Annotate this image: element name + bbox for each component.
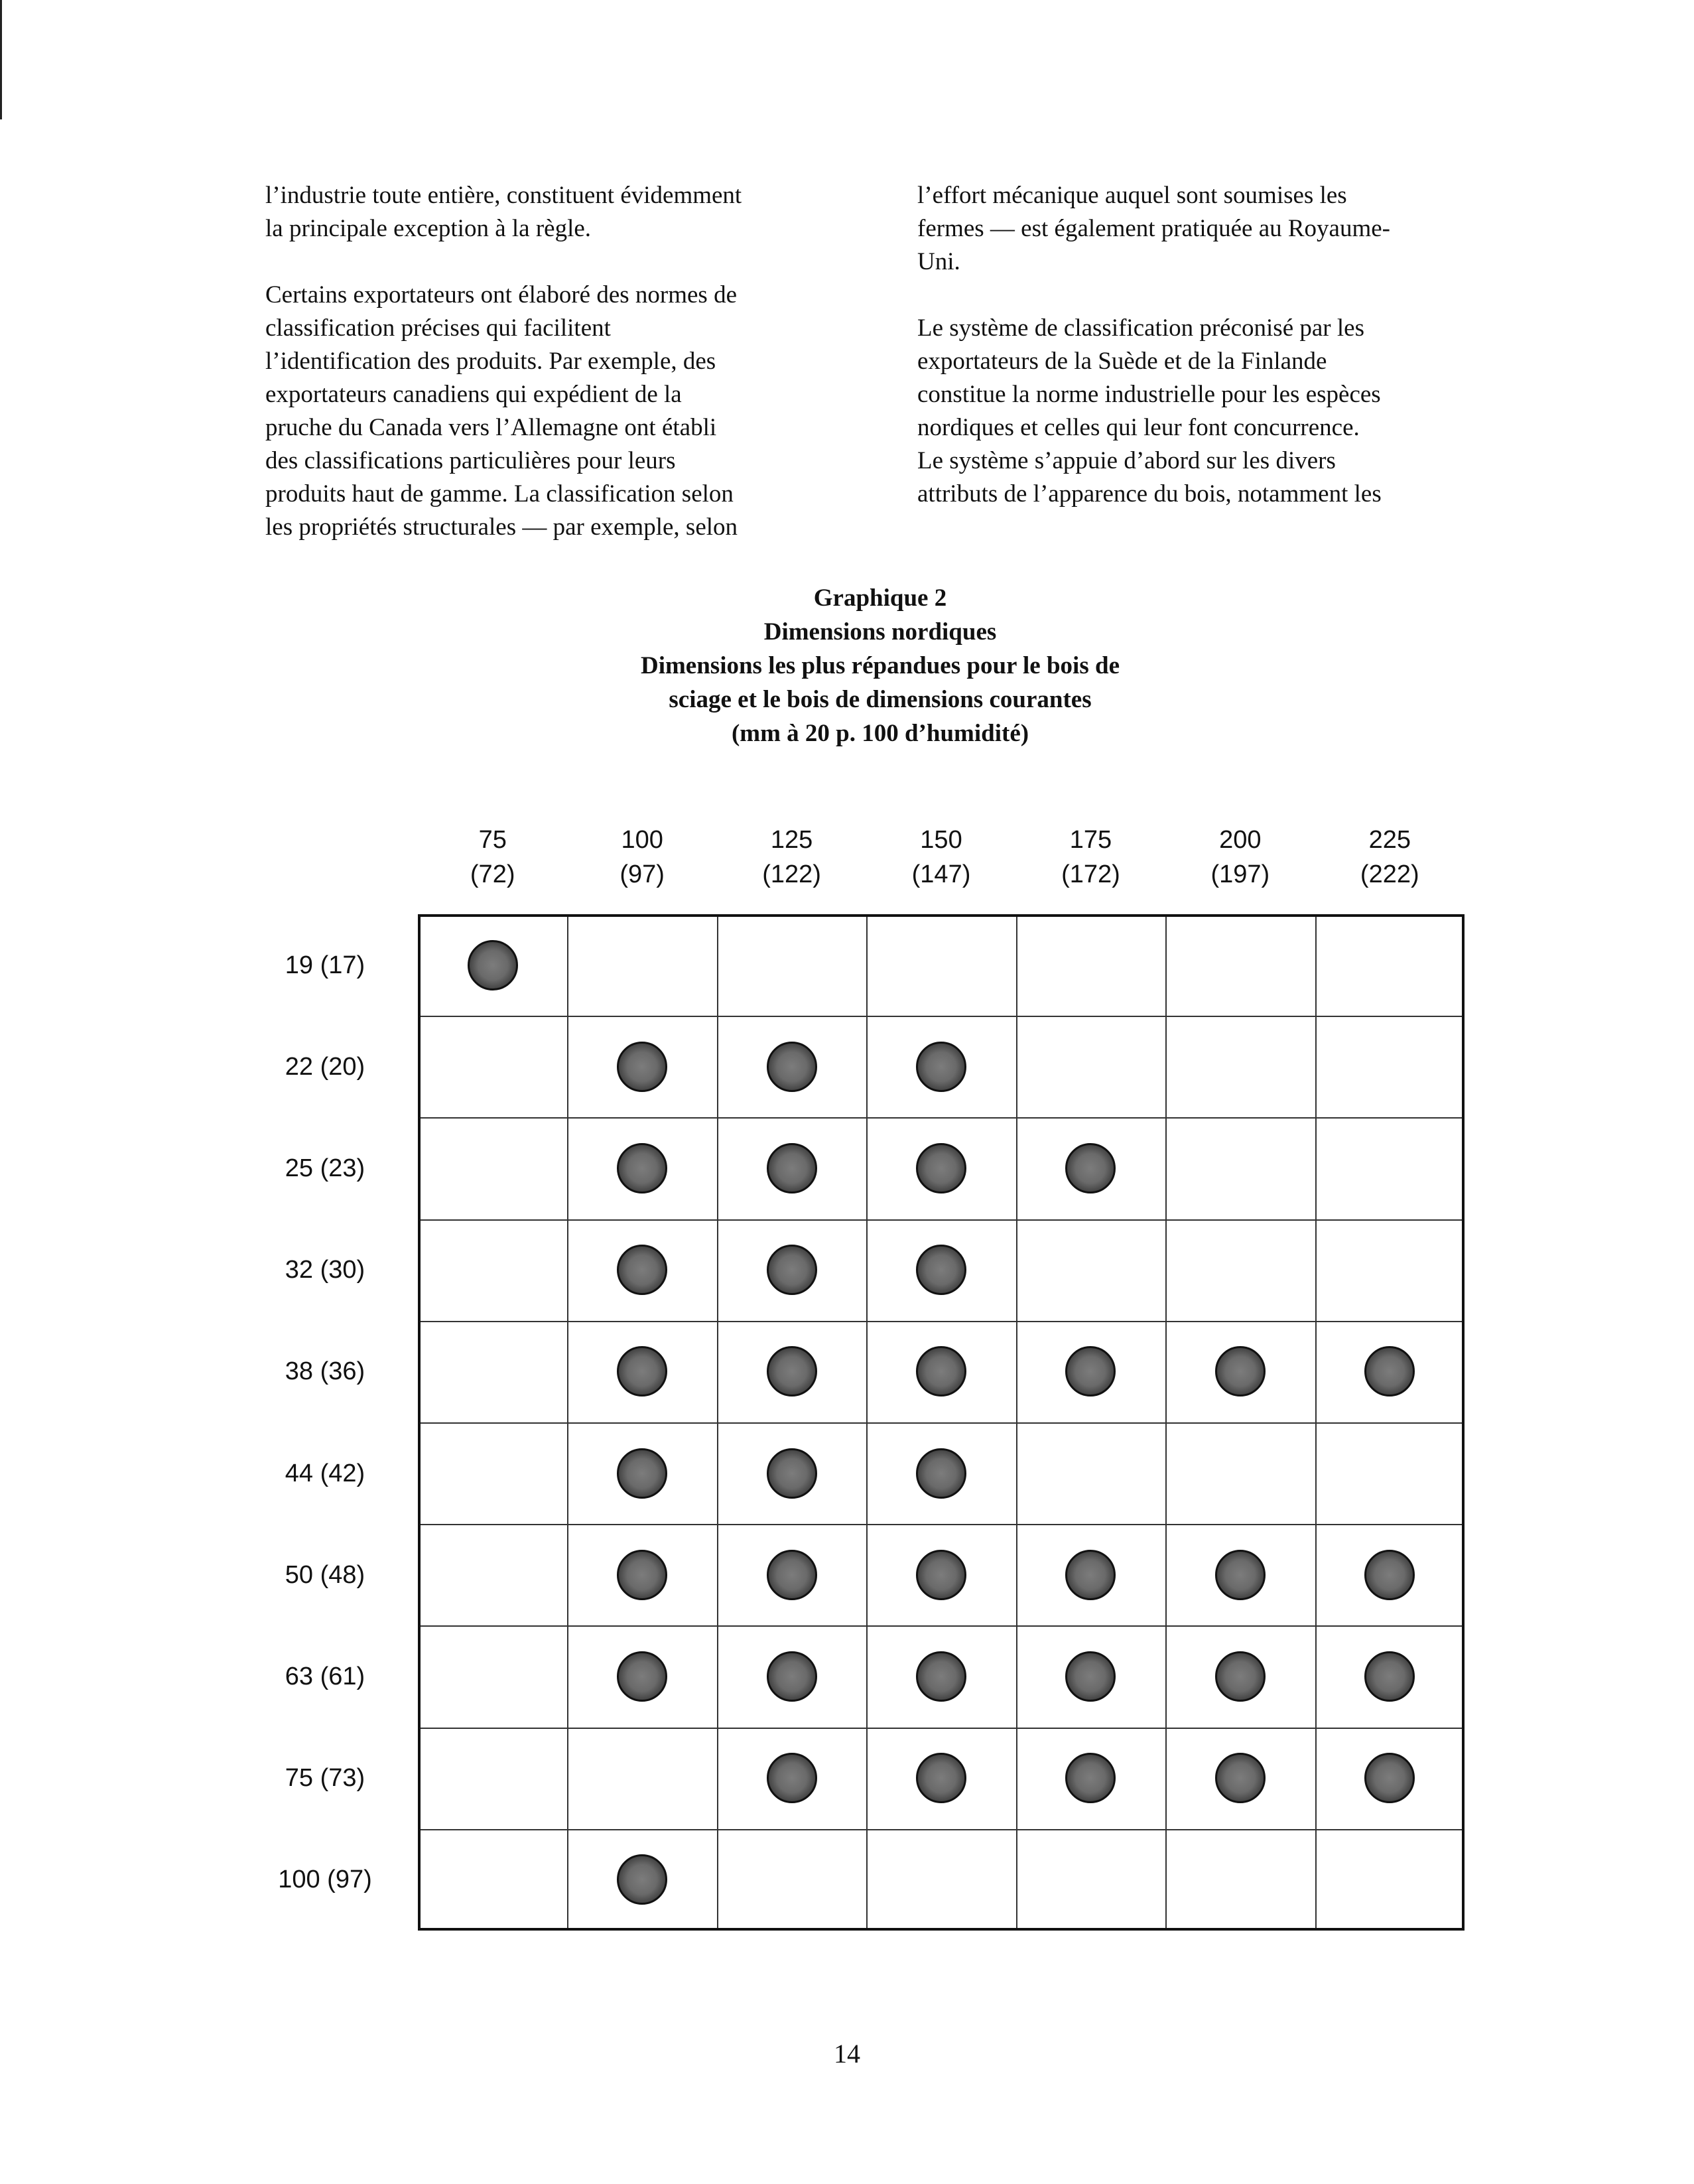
dimension-dot — [617, 1346, 667, 1397]
dimension-dot — [1215, 1651, 1266, 1702]
dimension-dot — [1364, 1550, 1415, 1600]
dimension-dot — [1065, 1753, 1116, 1803]
dimension-dot — [916, 1448, 966, 1499]
dimension-dot — [1065, 1346, 1116, 1397]
dimension-dot — [617, 1651, 667, 1702]
text-line: Le système s’appuie d’abord sur les divers — [917, 447, 1336, 474]
dimension-dot — [1364, 1753, 1415, 1803]
dimension-dot — [767, 1042, 817, 1092]
text-line: les propriétés structurales — par exemple, selon — [265, 513, 738, 541]
actual-width: (97) — [619, 860, 665, 888]
nominal-width: 225 — [1368, 826, 1411, 854]
dimension-dot — [1065, 1550, 1116, 1600]
grid-row-line — [421, 1321, 1462, 1322]
grid-row-line — [421, 1728, 1462, 1729]
grid-row-line — [421, 1219, 1462, 1221]
dimension-dot — [767, 1346, 817, 1397]
actual-width: (172) — [1061, 860, 1120, 888]
dimension-dot — [1215, 1346, 1266, 1397]
actual-width: (222) — [1360, 860, 1419, 888]
row-header: 22 (20) — [285, 1052, 365, 1081]
dimension-dot — [1065, 1143, 1116, 1194]
grid-row-line — [421, 1625, 1462, 1627]
row-header: 19 (17) — [285, 951, 365, 979]
column-header-200 — [1167, 823, 1313, 892]
nominal-width: 175 — [1069, 826, 1112, 854]
grid-row-line — [421, 1117, 1462, 1119]
actual-width: (122) — [762, 860, 821, 888]
dimension-dot — [1215, 1753, 1266, 1803]
nominal-width: 200 — [1219, 826, 1262, 854]
column-header-150 — [868, 823, 1014, 892]
nominal-width: 75 — [478, 826, 507, 854]
text-line: des classifications particulières pour leurs — [265, 447, 676, 474]
text-line: Uni. — [917, 248, 960, 275]
text-line: l’effort mécanique auquel sont soumises les — [917, 182, 1347, 209]
dimension-dot — [767, 1753, 817, 1803]
dimension-dot — [468, 940, 518, 990]
dimension-dot — [916, 1042, 966, 1092]
dimension-dot — [1065, 1651, 1116, 1702]
dimension-dot — [916, 1346, 966, 1397]
dimension-dot — [767, 1245, 817, 1295]
column-header-225 — [1317, 823, 1463, 892]
chart-title-line: (mm à 20 p. 100 d’humidité) — [731, 720, 1029, 747]
actual-width: (197) — [1210, 860, 1270, 888]
text-line: fermes — est également pratiquée au Royaume- — [917, 215, 1390, 242]
dimension-dot — [767, 1448, 817, 1499]
text-line: l’industrie toute entière, constituent évidemment — [265, 182, 742, 209]
text-line: constitue la norme industrielle pour les espèces — [917, 381, 1381, 408]
actual-width: (147) — [911, 860, 971, 888]
row-header: 32 (30) — [285, 1256, 365, 1284]
dimension-dot — [1215, 1550, 1266, 1600]
text-line: exportateurs de la Suède et de la Finlande — [917, 348, 1327, 375]
grid-row-line — [421, 1016, 1462, 1017]
dimension-grid — [418, 914, 1465, 1931]
chart-title-line: Dimensions nordiques — [763, 618, 997, 646]
text-line: nordiques et celles qui leur font concurrence. — [917, 414, 1360, 441]
dimension-dot — [617, 1550, 667, 1600]
dimension-dot — [617, 1042, 667, 1092]
dimension-dot — [617, 1245, 667, 1295]
dimension-dot — [617, 1854, 667, 1905]
dimension-dot — [916, 1550, 966, 1600]
text-line: exportateurs canadiens qui expédient de la — [265, 381, 682, 408]
dimension-dot — [767, 1143, 817, 1194]
text-line: pruche du Canada vers l’Allemagne ont établi — [265, 414, 717, 441]
grid-row-line — [421, 1524, 1462, 1525]
text-line: Certains exportateurs ont élaboré des normes de — [265, 281, 737, 308]
chart-number: Graphique 2 — [813, 584, 947, 612]
row-header: 100 (97) — [278, 1866, 372, 1894]
row-header: 50 (48) — [285, 1560, 365, 1589]
grid-row-line — [421, 1422, 1462, 1424]
chart-title-line: Dimensions les plus répandues pour le bois de — [640, 652, 1120, 679]
text-line: classification précises qui facilitent — [265, 314, 611, 342]
column-header-75 — [420, 823, 566, 892]
text-line: l’identification des produits. Par exemple, des — [265, 348, 716, 375]
column-header-125 — [719, 823, 865, 892]
column-header-100 — [569, 823, 715, 892]
dimension-dot — [767, 1651, 817, 1702]
column-header-175 — [1017, 823, 1163, 892]
dimension-dot — [617, 1448, 667, 1499]
dimension-dot — [1364, 1346, 1415, 1397]
dimension-dot — [916, 1753, 966, 1803]
dimension-dot — [916, 1143, 966, 1194]
text-line: produits haut de gamme. La classification selon — [265, 480, 734, 508]
dimension-dot — [916, 1245, 966, 1295]
dimension-dot — [916, 1651, 966, 1702]
nominal-width: 125 — [770, 826, 813, 854]
nominal-width: 150 — [920, 826, 962, 854]
chart-title-line: sciage et le bois de dimensions courantes — [669, 686, 1092, 713]
dimension-dot — [617, 1143, 667, 1194]
actual-width: (72) — [470, 860, 515, 888]
text-line: la principale exception à la règle. — [265, 215, 592, 242]
text-line: Le système de classification préconisé par les — [917, 314, 1364, 342]
dimension-dot — [767, 1550, 817, 1600]
row-header: 25 (23) — [285, 1154, 365, 1182]
row-header: 38 (36) — [285, 1357, 365, 1386]
row-header: 63 (61) — [285, 1663, 365, 1690]
grid-row-line — [421, 1829, 1462, 1830]
row-header: 75 (73) — [285, 1764, 365, 1793]
dimension-dot — [1364, 1651, 1415, 1702]
page-number: 14 — [834, 2039, 860, 2069]
nominal-width: 100 — [621, 826, 663, 854]
row-header: 44 (42) — [285, 1459, 365, 1487]
text-line: attributs de l’apparence du bois, notamment les — [917, 480, 1382, 508]
